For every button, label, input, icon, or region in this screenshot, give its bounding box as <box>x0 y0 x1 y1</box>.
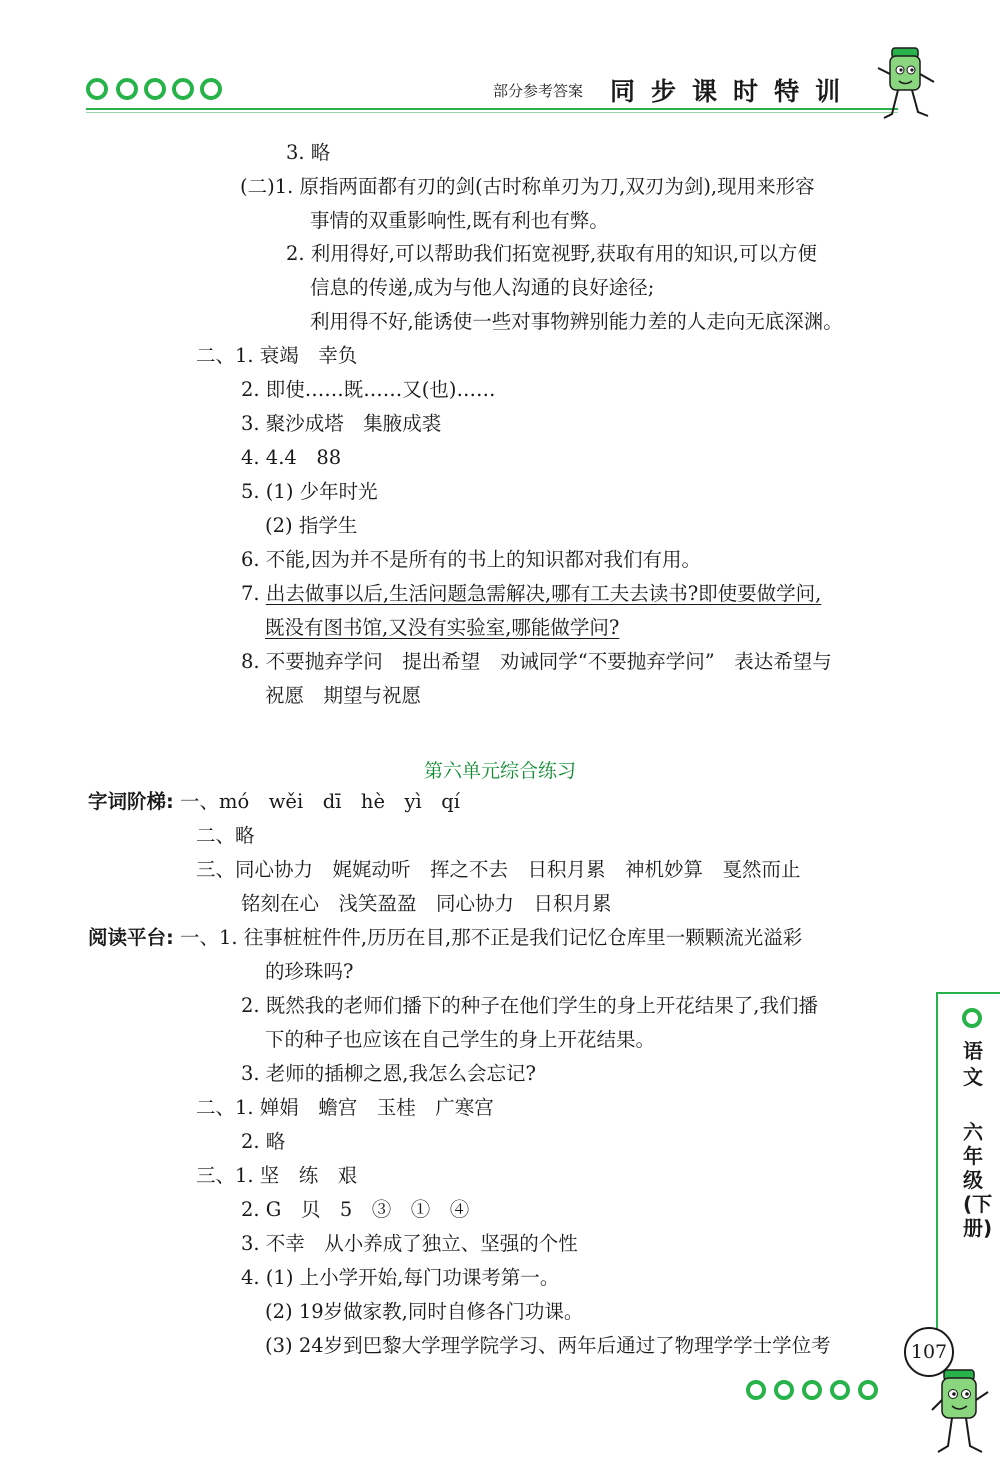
answer-line <box>196 343 357 369</box>
answer-line <box>286 241 817 267</box>
circle-icon <box>802 1380 822 1400</box>
answer-text: 铭刻在心 浅笑盈盈 同心协力 日积月累 <box>241 892 612 915</box>
answer-text: 3. 略 <box>286 141 331 164</box>
answer-line <box>196 1163 357 1189</box>
series-title <box>607 72 853 110</box>
answer-text: 信息的传递,成为与他人沟通的良好途径; <box>310 276 655 299</box>
circle-icon <box>116 78 138 100</box>
answer-line <box>241 445 341 471</box>
header-section-label: 部分参考答案 <box>493 82 584 100</box>
answer-text: 二、略 <box>196 824 255 847</box>
answer-line <box>310 309 843 335</box>
answer-line <box>265 513 357 539</box>
answer-text: 2. 利用得好,可以帮助我们拓宽视野,获取有用的知识,可以方便 <box>286 242 817 265</box>
answer-line <box>265 1333 831 1359</box>
answer-line <box>241 1197 469 1223</box>
answer-text: 3. 不幸 从小养成了独立、坚强的个性 <box>241 1232 578 1255</box>
circle-icon <box>200 78 222 100</box>
circle-icon <box>172 78 194 100</box>
answer-text: 3. 聚沙成塔 集腋成裘 <box>241 412 442 435</box>
answer-text: 4. (1) 上小学开始,每门功课考第一。 <box>241 1266 560 1289</box>
side-tab-subject: 语文 <box>963 1039 983 1089</box>
answer-text: 一、1. 往事桩桩件件,历历在目,那不正是我们记忆仓库里一颗颗流光溢彩 <box>173 926 803 949</box>
answer-line <box>241 993 818 1019</box>
underlined-answer-text: 出去做事以后,生活问题急需解决,哪有工夫去读书?即使要做学问, <box>265 582 822 605</box>
answer-text: 的珍珠吗? <box>265 960 354 983</box>
pencil-mascot-icon <box>872 40 944 132</box>
header-rule-secondary <box>86 112 898 113</box>
answer-text: 三、1. 坚 练 艰 <box>196 1164 358 1187</box>
answer-text: 事情的双重影响性,既有利也有弊。 <box>310 209 609 232</box>
section-title: 第六单元综合练习 <box>423 760 576 782</box>
circle-icon <box>830 1380 850 1400</box>
answer-line <box>265 1027 655 1053</box>
series-title-char: 时 <box>730 72 771 110</box>
answer-line <box>241 411 441 437</box>
answer-line <box>286 140 330 166</box>
answer-line <box>241 1061 536 1087</box>
answer-line <box>310 275 654 301</box>
answer-text: 一、mó wěi dī hè yì qí <box>173 790 460 813</box>
series-title-char: 同 <box>607 72 648 110</box>
side-tab-rule-top <box>936 992 1000 994</box>
answer-line <box>196 823 255 849</box>
answer-text: (2) 19岁做家教,同时自修各门功课。 <box>265 1300 584 1323</box>
answer-text: 7. <box>241 582 266 605</box>
answer-text: 二、1. 婵娟 蟾宫 玉桂 广寒宫 <box>196 1096 494 1119</box>
series-title-char: 训 <box>812 72 853 110</box>
circle-icon <box>746 1380 766 1400</box>
answer-text: (3) 24岁到巴黎大学理学院学习、两年后通过了物理学学士学位考 <box>265 1334 831 1357</box>
answer-line <box>265 615 619 641</box>
series-title-char: 特 <box>771 72 812 110</box>
circle-icon <box>858 1380 878 1400</box>
side-tab-rule <box>936 992 938 1364</box>
answer-line <box>241 1129 285 1155</box>
answer-text: 8. 不要抛弃学问 提出希望 劝诫同学“不要抛弃学问” 表达希望与 <box>241 650 832 673</box>
pencil-mascot-icon <box>930 1366 994 1466</box>
answer-text: (二)1. 原指两面都有刃的剑(古时称单刃为刀,双刃为剑),现用来形容 <box>240 175 815 198</box>
answer-text: 2. 略 <box>241 1130 286 1153</box>
answer-text: 下的种子也应该在自己学生的身上开花结果。 <box>265 1028 656 1051</box>
answer-line <box>241 891 612 917</box>
answer-line <box>241 1231 578 1257</box>
answer-text: 祝愿 期望与祝愿 <box>265 684 422 707</box>
answer-text: 4. 4.4 88 <box>241 446 342 469</box>
answer-text: (2) 指学生 <box>265 514 358 537</box>
answer-line <box>265 683 421 709</box>
side-tab-grade: 六年级(下册) <box>963 1120 993 1240</box>
answer-line <box>310 208 609 234</box>
answer-text: 2. 即使……既……又(也)…… <box>241 378 496 401</box>
answer-line <box>196 1095 494 1121</box>
answer-line <box>241 649 832 675</box>
answer-line <box>241 1265 559 1291</box>
series-title-char: 步 <box>648 72 689 110</box>
circle-icon <box>962 1008 982 1028</box>
circle-icon <box>774 1380 794 1400</box>
answer-text: 2. 既然我的老师们播下的种子在他们学生的身上开花结果了,我们播 <box>241 994 819 1017</box>
answer-text: 三、同心协力 娓娓动听 挥之不去 日积月累 神机妙算 戛然而止 <box>196 858 801 881</box>
series-title-char: 课 <box>689 72 730 110</box>
answer-line <box>88 789 460 815</box>
section-label: 阅读平台: <box>88 926 174 949</box>
answer-line <box>240 174 815 200</box>
answer-text: 6. 不能,因为并不是所有的书上的知识都对我们有用。 <box>241 548 702 571</box>
answer-line <box>265 959 353 985</box>
answer-text: 3. 老师的插柳之恩,我怎么会忘记? <box>241 1062 536 1085</box>
answer-line <box>241 581 821 607</box>
answer-line <box>196 857 801 883</box>
answer-text: 5. (1) 少年时光 <box>241 480 378 503</box>
section-label: 字词阶梯: <box>88 790 174 813</box>
answer-line <box>88 925 802 951</box>
answer-line <box>241 547 701 573</box>
answer-line <box>241 479 378 505</box>
answer-text: 2. G 贝 5 ③ ① ④ <box>241 1198 470 1221</box>
page-number: 107 <box>904 1327 954 1377</box>
underlined-answer-text: 既没有图书馆,又没有实验室,哪能做学问? <box>265 616 620 639</box>
answer-line <box>241 377 496 403</box>
answer-text: 利用得不好,能诱使一些对事物辨别能力差的人走向无底深渊。 <box>310 310 843 333</box>
answer-text: 二、1. 衰竭 幸负 <box>196 344 358 367</box>
answer-line <box>265 1299 583 1325</box>
circle-icon <box>86 78 108 100</box>
circle-icon <box>144 78 166 100</box>
